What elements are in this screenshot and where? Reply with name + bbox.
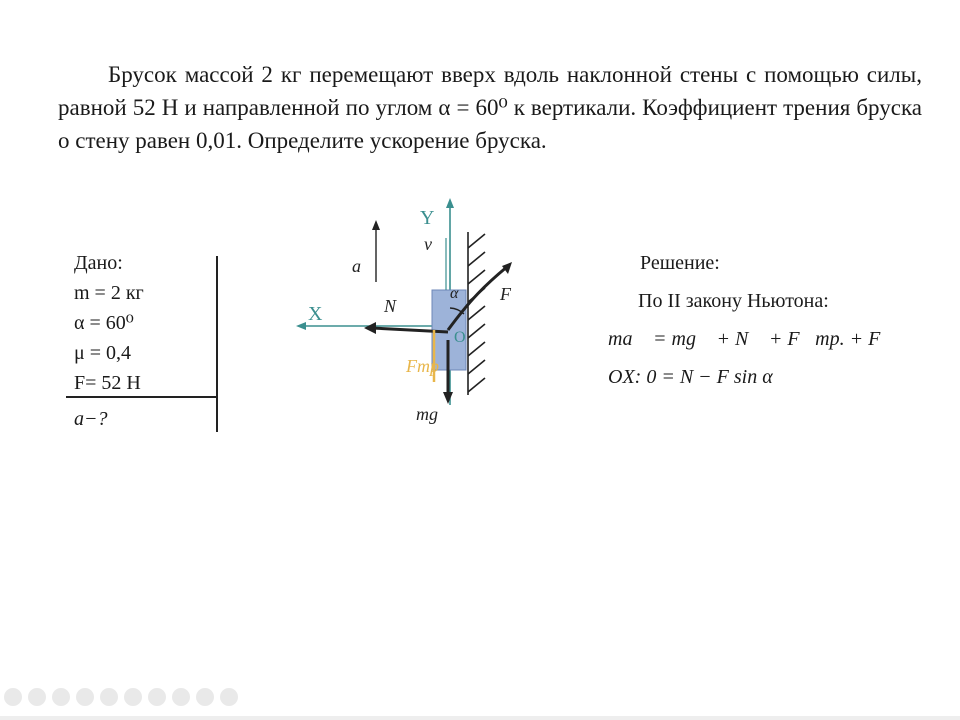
force-diagram — [280, 190, 540, 440]
toolbar-icon[interactable] — [100, 688, 118, 706]
given-horizontal-divider — [66, 396, 216, 398]
toolbar-icon[interactable] — [220, 688, 238, 706]
player-toolbar — [4, 688, 238, 712]
toolbar-icon[interactable] — [76, 688, 94, 706]
solution-law: По II закону Ньютона: — [638, 290, 829, 312]
label-o: O — [454, 329, 466, 346]
solution-title: Решение: — [640, 252, 720, 274]
given-unknown: a−? — [74, 408, 108, 430]
label-alpha: α — [450, 285, 459, 302]
label-y: Y — [420, 207, 435, 229]
toolbar-icon[interactable] — [196, 688, 214, 706]
given-angle: α = 60⁰ — [74, 312, 134, 334]
given-title: Дано: — [74, 252, 123, 274]
toolbar-icon[interactable] — [28, 688, 46, 706]
toolbar-icon[interactable] — [52, 688, 70, 706]
label-f: F⃗ — [500, 284, 525, 304]
label-mg: mg⃗ — [416, 404, 452, 424]
label-v: v⃗ — [424, 234, 446, 254]
label-n: N⃗ — [384, 296, 411, 316]
y-axis-arrow — [446, 198, 454, 208]
label-ftr: Fтр — [406, 356, 439, 376]
solution-ox-equation: OX: 0 = N − F sin α — [608, 366, 773, 388]
label-a: a⃗ — [352, 256, 376, 276]
given-force: F= 52 Н — [74, 372, 141, 394]
problem-text: Брусок массой 2 кг перемещают вверх вдоль наклонной стены с помощью силы, равной 52 Н и направленной по углом α = 60⁰ к вертикали. Коэффициент трения бруска о стену равен 0,01. Определите ускорение бруска. — [58, 62, 922, 153]
bottom-strip — [0, 716, 960, 720]
given-vertical-divider — [216, 256, 218, 432]
solution-vector-equation: ma⃗ = mg⃗ + N⃗ + F⃗тр. + F⃗ — [608, 328, 896, 350]
given-friction-coefficient: μ = 0,4 — [74, 342, 132, 364]
toolbar-icon[interactable] — [172, 688, 190, 706]
label-x: X — [308, 303, 323, 325]
toolbar-icon[interactable] — [148, 688, 166, 706]
toolbar-icon[interactable] — [124, 688, 142, 706]
given-block — [74, 248, 144, 398]
given-mass: m = 2 кг — [74, 282, 144, 304]
wall — [468, 232, 485, 395]
toolbar-icon[interactable] — [4, 688, 22, 706]
x-axis-arrow — [296, 322, 306, 330]
solution-block — [608, 244, 896, 396]
